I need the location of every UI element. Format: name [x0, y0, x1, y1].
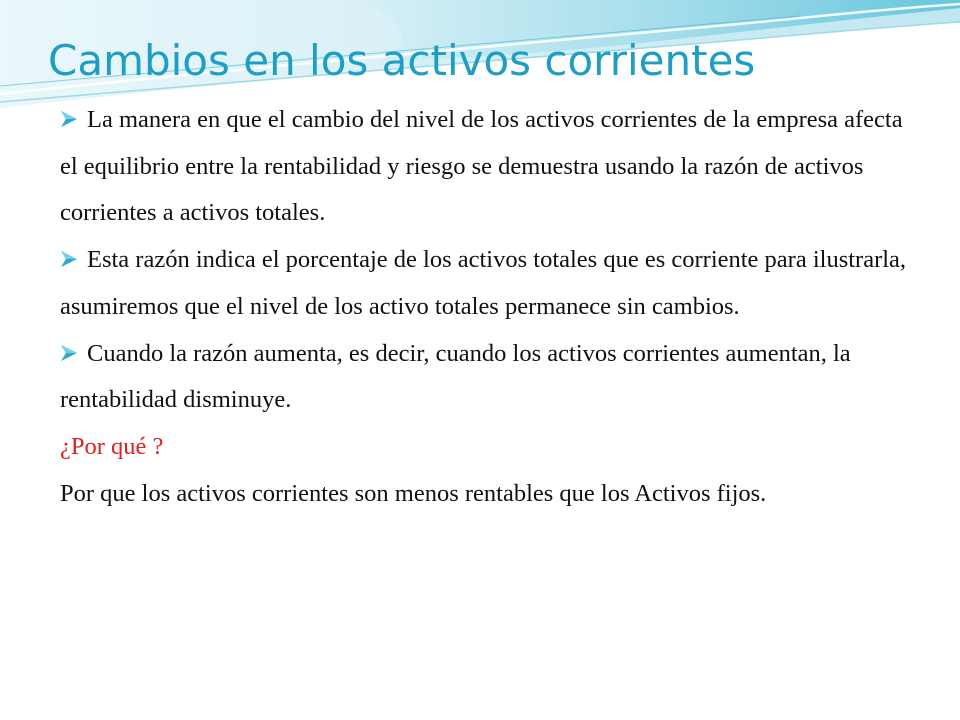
question-text: ¿Por qué ?: [60, 432, 164, 460]
bullet-text-1: La manera en que el cambio del nivel de los activos corrientes de la empresa afecta el equilibrio entre la rentabilidad y riesgo se demuestra usando la razón de activos corrientes a activos totales.: [60, 106, 903, 227]
bullet-text-2: Esta razón indica el porcentaje de los activos totales que es corriente para ilustrarla, asumiremos que el nivel de los activo totales permanece sin cambios.: [60, 246, 907, 320]
slide-body: [60, 97, 920, 517]
arrowhead-bullet-icon: [60, 110, 78, 128]
bullet-item-2: [60, 237, 920, 330]
arrowhead-bullet-icon: [60, 250, 78, 268]
arrowhead-bullet-icon: [60, 344, 78, 362]
bullet-item-1: [60, 97, 920, 237]
bullet-text-3: Cuando la razón aumenta, es decir, cuando los activos corrientes aumentan, la rentabilidad disminuye.: [60, 339, 851, 414]
slide-title: Cambios en los activos corrientes: [48, 36, 756, 85]
bullet-item-3: [60, 331, 920, 424]
answer-text: Por que los activos corrientes son menos rentables que los Activos fijos.: [60, 479, 767, 507]
